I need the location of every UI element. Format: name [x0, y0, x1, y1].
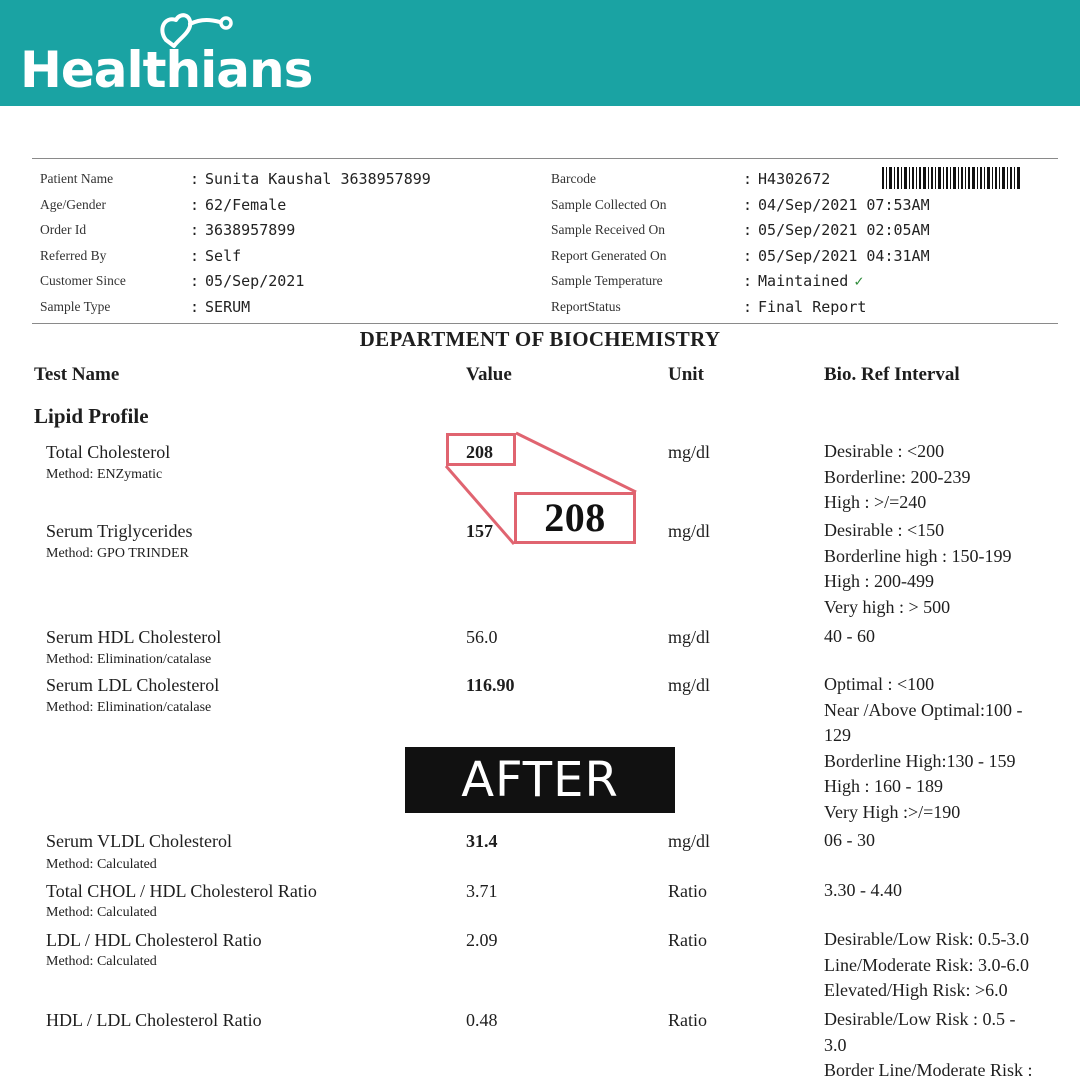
test-name: Total Cholesterol: [46, 442, 171, 462]
meta-value: : Sunita Kaushal 3638957899: [190, 170, 431, 188]
meta-label: Patient Name: [40, 171, 114, 186]
section-title: Lipid Profile: [34, 404, 149, 428]
test-method: Method: Calculated: [46, 954, 157, 969]
meta-value: : 04/Sep/2021 07:53AM: [743, 196, 930, 214]
barcode-image: [882, 167, 1020, 189]
test-method: Method: Calculated: [46, 905, 157, 920]
after-label: AFTER: [405, 747, 675, 813]
meta-value: : 3638957899: [190, 221, 296, 239]
test-ref-interval: 40 - 60: [824, 626, 875, 646]
test-method: Method: Calculated: [46, 857, 157, 872]
meta-label: Sample Temperature: [551, 273, 663, 288]
test-ref-interval: Optimal : <100 Near /Above Optimal:100 - 129 Borderline High:130 - 159 High : 160 - 189 Very High :>/=190: [824, 674, 1023, 822]
meta-label: Order Id: [40, 222, 87, 237]
test-value: 3.71: [466, 881, 498, 901]
meta-label: ReportStatus: [551, 299, 621, 314]
test-unit: Ratio: [668, 930, 707, 950]
test-unit: mg/dl: [668, 831, 711, 851]
test-value: 157: [466, 521, 493, 541]
column-header-ref-interval: Bio. Ref Interval: [824, 364, 960, 385]
test-value: 0.48: [466, 1010, 498, 1030]
test-ref-interval: Desirable : <200 Borderline: 200-239 High : >/=240: [824, 441, 971, 512]
meta-value: : 62/Female: [190, 196, 287, 214]
test-value: 208: [466, 442, 493, 462]
brand-logo-text: Healthians: [20, 41, 313, 99]
test-name: HDL / LDL Cholesterol Ratio: [46, 1010, 262, 1030]
meta-value: : H4302672: [743, 170, 831, 188]
test-name: LDL / HDL Cholesterol Ratio: [46, 930, 262, 950]
test-ref-interval: Desirable : <150 Borderline high : 150-199 High : 200-499 Very high : > 500: [824, 520, 1012, 617]
test-method: Method: Elimination/catalase: [46, 700, 212, 715]
test-unit: mg/dl: [668, 521, 711, 541]
test-value: 116.90: [466, 675, 515, 695]
meta-label: Customer Since: [40, 273, 126, 288]
highlight-box: [446, 433, 516, 466]
meta-divider: [32, 323, 1058, 324]
meta-value: : 05/Sep/2021 04:31AM: [743, 247, 930, 265]
test-value: 56.0: [466, 627, 498, 647]
test-ref-interval: Desirable/Low Risk: 0.5-3.0 Line/Moderate Risk: 3.0-6.0 Elevated/High Risk: >6.0: [824, 929, 1029, 1000]
test-method: Method: Elimination/catalase: [46, 652, 212, 667]
column-header-value: Value: [466, 364, 512, 385]
meta-label: Referred By: [40, 248, 107, 263]
meta-value: : SERUM: [190, 298, 251, 316]
top-divider: [32, 158, 1058, 159]
zoomed-value-box: 208: [514, 492, 636, 544]
test-value: 2.09: [466, 930, 498, 950]
header-bar: [0, 0, 1080, 106]
test-method: Method: GPO TRINDER: [46, 546, 189, 561]
test-unit: mg/dl: [668, 442, 711, 462]
test-unit: mg/dl: [668, 675, 711, 695]
test-unit: Ratio: [668, 881, 707, 901]
test-ref-interval: Desirable/Low Risk : 0.5 - 3.0 Border Line/Moderate Risk :: [824, 1009, 1033, 1080]
test-name: Serum HDL Cholesterol: [46, 627, 222, 647]
meta-value: : Self: [190, 247, 242, 265]
test-ref-interval: 3.30 - 4.40: [824, 880, 902, 900]
meta-value: : Final Report: [743, 298, 867, 316]
meta-label: Age/Gender: [40, 197, 106, 212]
test-name: Serum VLDL Cholesterol: [46, 831, 232, 851]
meta-label: Report Generated On: [551, 248, 667, 263]
meta-label: Sample Received On: [551, 222, 665, 237]
meta-label: Sample Type: [40, 299, 111, 314]
meta-value: : 05/Sep/2021: [190, 272, 305, 290]
test-method: Method: ENZymatic: [46, 467, 163, 482]
check-icon: ✓: [854, 272, 864, 290]
meta-label: Barcode: [551, 171, 596, 186]
department-title: DEPARTMENT OF BIOCHEMISTRY: [359, 327, 721, 351]
test-unit: Ratio: [668, 1010, 707, 1030]
test-name: Serum LDL Cholesterol: [46, 675, 220, 695]
test-value: 31.4: [466, 831, 498, 851]
test-name: Serum Triglycerides: [46, 521, 193, 541]
column-header-test-name: Test Name: [34, 364, 120, 385]
test-ref-interval: 06 - 30: [824, 830, 875, 850]
meta-value: : Maintained ✓: [743, 272, 864, 290]
meta-value: : 05/Sep/2021 02:05AM: [743, 221, 930, 239]
test-unit: mg/dl: [668, 627, 711, 647]
meta-label: Sample Collected On: [551, 197, 667, 212]
column-header-unit: Unit: [668, 364, 704, 385]
test-name: Total CHOL / HDL Cholesterol Ratio: [46, 881, 317, 901]
